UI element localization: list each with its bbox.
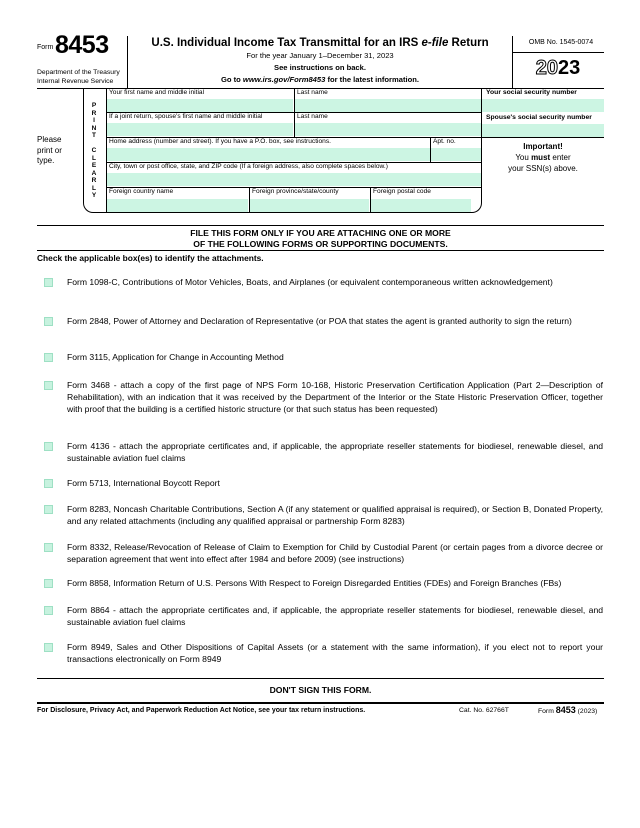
last-name-label: Last name — [297, 89, 328, 96]
spouse-ssn-field[interactable] — [482, 124, 604, 137]
vertical-letter: P — [91, 102, 97, 109]
attachment-label: Form 8283, Noncash Charitable Contributions, Section A (if any statement or qualified appraisal is required), or Section B, Donated Property, and any related attachments (including any qualified appraisal or partnership Form 8283) — [67, 504, 603, 526]
print-note: Please print or type. — [37, 135, 62, 165]
attachment-checkbox[interactable] — [44, 479, 53, 488]
attachment-label: Form 8332, Release/Revocation of Release of Claim to Exemption for Child by Custodial Parent (or certain pages from a divorce decree or separation agreement that went into effect after 1984 and before 2009) (see instructions) — [67, 542, 603, 564]
tax-year-line: For the year January 1–December 31, 2023 — [246, 51, 394, 60]
foreign-province-label: Foreign province/state/county — [252, 188, 339, 195]
attachment-label: Form 8864 - attach the appropriate certificates and, if applicable, the appropriate reseller statements for biodiesel, renewable diesel, and sustainable aviation fuel claims — [67, 605, 603, 627]
foreign-postal-field[interactable] — [371, 199, 471, 212]
attachment-label: Form 3468 - attach a copy of the first page of NPS Form 10-168, Historic Preservation Certification Application (Part 2—Description of Rehabilitation), with an indication that it was received by the Department of the Interior or the State Historic Preservation Officer, together with proof that the building is a certified historic structure (or that such status has been requested) — [67, 380, 603, 414]
attachment-label: Form 3115, Application for Change in Accounting Method — [67, 352, 284, 362]
form-label: Form — [37, 44, 54, 51]
spouse-first-name-label: If a joint return, spouse's first name and middle initial — [109, 113, 263, 120]
spouse-ssn-label: Spouse's social security number — [486, 114, 592, 121]
vertical-letter: L — [92, 154, 96, 162]
attachment-label: Form 8949, Sales and Other Dispositions of Capital Assets (or a statement with the same information), if you elect not to report your transactions electronically on Form 8949 — [67, 642, 603, 664]
attachment-checkbox[interactable] — [44, 353, 53, 362]
first-name-field[interactable] — [107, 99, 293, 112]
see-instructions: See instructions on back. — [274, 63, 366, 72]
vertical-letter: L — [92, 184, 96, 192]
form-number: 8453 — [55, 31, 109, 59]
vertical-letter: I — [93, 117, 95, 124]
footer-form-id: Form 8453 (2023) — [538, 705, 598, 715]
ssn-label: Your social security number — [486, 89, 577, 96]
attachment-checkbox[interactable] — [44, 381, 53, 390]
vertical-letter: E — [91, 162, 97, 169]
foreign-country-field[interactable] — [107, 199, 248, 212]
fields-bracket-corner — [470, 200, 482, 213]
ssn-field[interactable] — [482, 99, 604, 112]
apt-no-label: Apt. no. — [433, 138, 456, 145]
home-address-label: Home address (number and street). If you have a P.O. box, see instructions. — [109, 138, 331, 145]
vertical-letter: C — [91, 147, 97, 154]
vertical-letter — [89, 140, 99, 148]
vertical-letter: T — [92, 132, 96, 139]
privacy-notice: For Disclosure, Privacy Act, and Paperwork Reduction Act Notice, see your tax return instructions. — [37, 707, 366, 714]
check-instruction: Check the applicable box(es) to identify the attachments. — [37, 253, 264, 263]
tax-year: 2023 — [535, 57, 581, 79]
attachment-label: Form 4136 - attach the appropriate certificates and, if applicable, the appropriate reseller statements for biodiesel, renewable diesel, and sustainable aviation fuel claims — [67, 441, 603, 463]
print-clearly-vertical — [89, 102, 99, 200]
first-name-label: Your first name and middle initial — [109, 89, 205, 96]
omb-number: OMB No. 1545-0074 — [528, 39, 594, 46]
attachment-checkbox[interactable] — [44, 543, 53, 552]
agency-name: Internal Revenue Service — [37, 78, 114, 85]
catalog-number: Cat. No. 62766T — [459, 707, 509, 714]
city-state-zip-label: City, town or post office, state, and ZIP code (If a foreign address, also complete spaces below.) — [109, 163, 388, 170]
vertical-letter: R — [91, 177, 97, 184]
foreign-province-field[interactable] — [250, 199, 369, 212]
spouse-last-name-field[interactable] — [295, 123, 481, 136]
goto-line: Go to www.irs.gov/Form8453 for the latest information. — [220, 75, 420, 84]
attachment-checkbox[interactable] — [44, 442, 53, 451]
attachment-checkbox[interactable] — [44, 278, 53, 287]
last-name-field[interactable] — [295, 99, 481, 112]
attachment-checkbox[interactable] — [44, 643, 53, 652]
attachment-checkbox[interactable] — [44, 505, 53, 514]
irs-url-link[interactable]: www.irs.gov/Form8453 — [242, 75, 326, 84]
dont-sign-notice: DON'T SIGN THIS FORM. — [269, 685, 372, 695]
attachment-checkbox[interactable] — [44, 579, 53, 588]
attachment-checkbox[interactable] — [44, 606, 53, 615]
spouse-last-name-label: Last name — [297, 113, 328, 120]
vertical-letter: N — [91, 124, 97, 132]
form-title: U.S. Individual Income Tax Transmittal for an IRS e-file Return — [151, 37, 489, 49]
vertical-letter: A — [91, 169, 97, 177]
spouse-first-name-field[interactable] — [107, 123, 293, 136]
attachment-checkbox[interactable] — [44, 317, 53, 326]
home-address-field[interactable] — [107, 148, 430, 161]
attachment-label: Form 1098-C, Contributions of Motor Vehicles, Boats, and Airplanes (or equivalent contemporaneous written acknowledgement) — [67, 277, 553, 287]
foreign-postal-label: Foreign postal code — [373, 188, 431, 195]
city-state-zip-field[interactable] — [107, 173, 481, 186]
attachment-label: Form 2848, Power of Attorney and Declaration of Representative (or POA that states the agent is granted authority to sign the return) — [67, 316, 572, 326]
important-note: Important! You must enter your SSN(s) above. — [508, 142, 578, 173]
foreign-country-label: Foreign country name — [109, 188, 174, 195]
attachment-label: Form 5713, International Boycott Report — [67, 478, 220, 488]
attachment-label: Form 8858, Information Return of U.S. Persons With Respect to Foreign Disregarded Entities (FDEs) and Foreign Branches (FBs) — [67, 578, 562, 588]
vertical-letter: Y — [91, 192, 97, 199]
department-name: Department of the Treasury — [37, 69, 120, 76]
apt-no-field[interactable] — [431, 148, 481, 161]
notice-heading: FILE THIS FORM ONLY IF YOU ARE ATTACHING ONE OR MORE OF THE FOLLOWING FORMS OR SUPPORTING DOCUMENTS. — [190, 228, 451, 249]
vertical-letter: R — [91, 109, 97, 117]
